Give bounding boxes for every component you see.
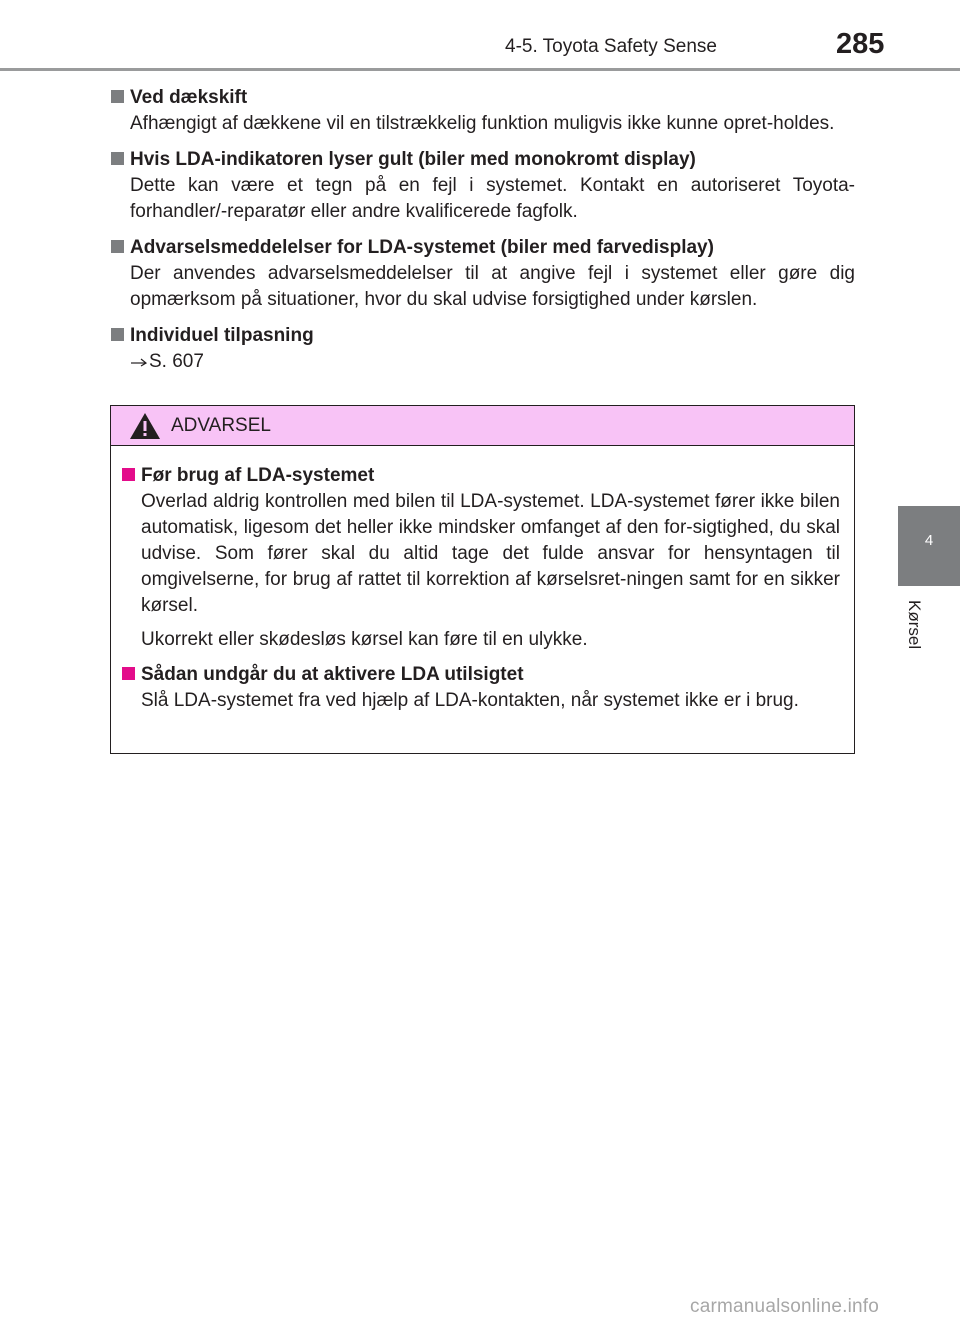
chapter-tab-label: Kørsel <box>905 600 924 650</box>
warning-title: ADVARSEL <box>171 414 271 436</box>
warning-item-heading-text: Sådan undgår du at aktivere LDA utilsigtet <box>141 664 524 685</box>
warning-paragraph: Overlad aldrig kontrollen med bilen til LDA-systemet. LDA-systemet fører ikke bilen automatisk, ligesom det heller ikke mindsker omfanget af den for-sigtighed, du skal udvise. Som fører skal du altid tage det fulde ansvar for hensyntagen til omgivelserne, for brug af rattet til korrektion af kørselsret-ningen samt for en sikker kørsel. <box>141 491 840 616</box>
site-watermark: carmanualsonline.info <box>690 1296 880 1317</box>
section-heading <box>110 322 855 349</box>
page-reference-link[interactable] <box>130 349 855 375</box>
warning-paragraph: Slå LDA-systemet fra ved hjælp af LDA-kontakten, når systemet ikke er i brug. <box>141 690 799 711</box>
section-heading <box>110 84 855 111</box>
square-bullet-icon <box>122 667 135 680</box>
section-body: Dette kan være et tegn på en fejl i systemet. Kontakt en autoriseret Toyota-forhandler/-reparatør eller andre kvalificerede fagfolk. <box>130 175 855 222</box>
section-title: 4-5. Toyota Safety Sense <box>505 36 717 57</box>
square-bullet-icon <box>122 468 135 481</box>
warning-item-heading <box>121 661 840 688</box>
section-body: Der anvendes advarselsmeddelelser til at angive fejl i systemet eller gøre dig opmærksom på situationer, hvor du skal udvise forsigtighed under kørslen. <box>130 263 855 310</box>
page-reference-text: S. 607 <box>149 351 204 372</box>
warning-item-heading <box>121 462 840 489</box>
section-heading-text: Hvis LDA-indikatoren lyser gult (biler med monokromt display) <box>130 149 696 170</box>
section-tire-change <box>110 84 855 137</box>
warning-triangle-icon <box>129 412 161 440</box>
section-lda-indicator <box>110 146 855 225</box>
arrow-right-icon <box>130 357 148 367</box>
warning-item-heading-text: Før brug af LDA-systemet <box>141 465 375 486</box>
square-bullet-icon <box>111 90 124 103</box>
section-heading <box>110 234 855 261</box>
section-heading-text: Advarselsmeddelelser for LDA-systemet (biler med farvedisplay) <box>130 237 714 258</box>
section-heading <box>110 146 855 173</box>
warning-paragraph: Ukorrekt eller skødesløs kørsel kan føre til en ulykke. <box>141 629 588 650</box>
square-bullet-icon <box>111 328 124 341</box>
chapter-tab-number: 4 <box>924 532 934 549</box>
section-body: Afhængigt af dækkene vil en tilstrækkelig funktion muligvis ikke kunne opret-holdes. <box>130 113 835 134</box>
section-warning-messages <box>110 234 855 313</box>
square-bullet-icon <box>111 152 124 165</box>
warning-header <box>111 406 854 446</box>
warning-body <box>111 446 854 714</box>
main-content <box>110 84 855 384</box>
section-customization <box>110 322 855 375</box>
warning-box <box>110 405 855 754</box>
page-number: 285 <box>836 28 885 60</box>
square-bullet-icon <box>111 240 124 253</box>
section-heading-text: Ved dækskift <box>130 87 248 108</box>
chapter-tab-label-wrap <box>896 600 936 670</box>
section-heading-text: Individuel tilpasning <box>130 325 314 346</box>
header-divider <box>0 68 960 71</box>
